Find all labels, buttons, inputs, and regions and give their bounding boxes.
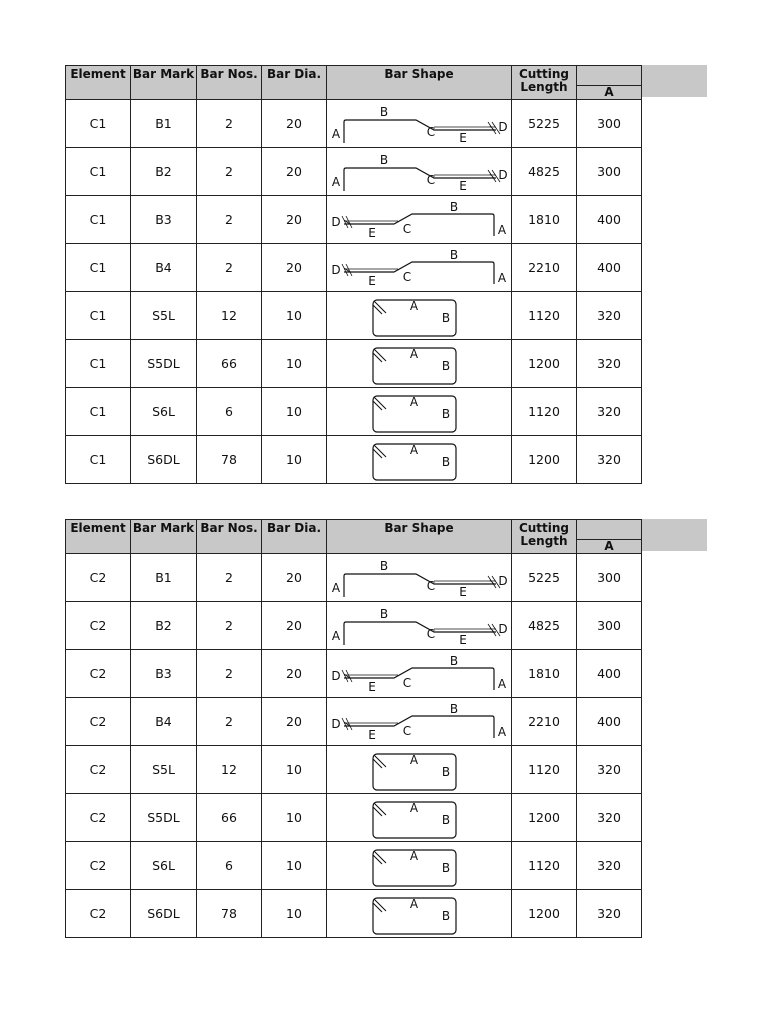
shape-label-c: C bbox=[426, 124, 436, 139]
cell-bar-nos: 2 bbox=[197, 650, 262, 698]
shape-label-b: B bbox=[441, 454, 451, 469]
shape-label-a: A bbox=[331, 580, 341, 595]
stirrup-hook bbox=[373, 301, 386, 314]
table-row bbox=[66, 842, 642, 890]
cell-bar-shape bbox=[327, 340, 512, 388]
cell-bar-nos: 6 bbox=[197, 388, 262, 436]
shape-label-a: A bbox=[409, 346, 419, 361]
cell-cutting-length: 2210 bbox=[512, 244, 577, 292]
cell-a: 320 bbox=[577, 292, 642, 340]
bar-shape-bent-left-icon bbox=[328, 699, 510, 745]
schedule-table bbox=[65, 65, 642, 484]
shape-label-b: B bbox=[441, 358, 451, 373]
cell-bar-nos: 6 bbox=[197, 842, 262, 890]
cell-cutting-length: 1120 bbox=[512, 388, 577, 436]
cell-bar-shape bbox=[327, 244, 512, 292]
bar-shape-stirrup-icon bbox=[328, 795, 510, 841]
table-row bbox=[66, 890, 642, 938]
shape-label-a: A bbox=[409, 848, 419, 863]
schedule-body bbox=[66, 554, 642, 938]
cell-cutting-length: 1120 bbox=[512, 292, 577, 340]
cell-bar-mark: B4 bbox=[131, 698, 197, 746]
cell-a: 320 bbox=[577, 746, 642, 794]
cell-cutting-length: 1810 bbox=[512, 196, 577, 244]
stirrup-hook bbox=[373, 899, 386, 912]
table-row bbox=[66, 794, 642, 842]
shape-label-b: B bbox=[441, 764, 451, 779]
shape-label-a: A bbox=[497, 270, 507, 285]
table-row bbox=[66, 196, 642, 244]
cell-bar-nos: 66 bbox=[197, 794, 262, 842]
shape-label-b: B bbox=[449, 653, 459, 668]
cell-bar-nos: 78 bbox=[197, 890, 262, 938]
shape-label-a: A bbox=[331, 174, 341, 189]
bar-shape-bent-right-icon bbox=[328, 603, 510, 649]
cell-bar-dia: 10 bbox=[262, 388, 327, 436]
header-group-blank bbox=[577, 66, 642, 86]
shape-label-e: E bbox=[459, 130, 467, 145]
bar-end-mark bbox=[342, 718, 352, 730]
shape-label-a: A bbox=[409, 442, 419, 457]
cell-bar-dia: 10 bbox=[262, 842, 327, 890]
header-bar-mark: Bar Mark bbox=[131, 66, 197, 100]
shape-label-d: D bbox=[498, 119, 508, 134]
cell-a: 320 bbox=[577, 388, 642, 436]
cell-bar-mark: S6DL bbox=[131, 890, 197, 938]
stirrup-hook bbox=[373, 397, 386, 410]
cell-bar-nos: 12 bbox=[197, 292, 262, 340]
shape-label-e: E bbox=[368, 273, 376, 288]
cell-cutting-length: 2210 bbox=[512, 698, 577, 746]
shape-label-b: B bbox=[379, 104, 389, 119]
cell-element: C2 bbox=[66, 554, 131, 602]
bar-schedule-table-c2 bbox=[65, 519, 642, 938]
cell-bar-shape bbox=[327, 650, 512, 698]
cell-element: C1 bbox=[66, 100, 131, 148]
cell-element: C2 bbox=[66, 842, 131, 890]
table-row bbox=[66, 602, 642, 650]
cell-bar-dia: 20 bbox=[262, 554, 327, 602]
shape-label-a: A bbox=[409, 394, 419, 409]
cell-bar-mark: B1 bbox=[131, 554, 197, 602]
cell-bar-mark: S5L bbox=[131, 292, 197, 340]
cell-cutting-length: 1200 bbox=[512, 340, 577, 388]
cell-bar-mark: B4 bbox=[131, 244, 197, 292]
cell-bar-shape bbox=[327, 554, 512, 602]
header-bar-shape: Bar Shape bbox=[327, 520, 512, 554]
cell-bar-dia: 10 bbox=[262, 340, 327, 388]
header-a: A bbox=[577, 540, 642, 554]
bar-line bbox=[344, 622, 496, 645]
shape-label-b: B bbox=[379, 152, 389, 167]
header-bar-nos: Bar Nos. bbox=[197, 520, 262, 554]
shape-label-a: A bbox=[409, 298, 419, 313]
shape-label-b: B bbox=[441, 908, 451, 923]
cell-a: 320 bbox=[577, 436, 642, 484]
shape-label-a: A bbox=[409, 752, 419, 767]
bar-shape-bent-left-icon bbox=[328, 651, 510, 697]
shape-label-b: B bbox=[449, 247, 459, 262]
cell-bar-dia: 20 bbox=[262, 148, 327, 196]
cell-cutting-length: 1200 bbox=[512, 794, 577, 842]
cell-element: C1 bbox=[66, 196, 131, 244]
cell-bar-shape bbox=[327, 436, 512, 484]
cell-element: C2 bbox=[66, 890, 131, 938]
cell-a: 400 bbox=[577, 698, 642, 746]
cell-bar-shape bbox=[327, 196, 512, 244]
shape-label-d: D bbox=[331, 262, 341, 277]
table-row bbox=[66, 244, 642, 292]
shape-label-e: E bbox=[368, 727, 376, 742]
shape-label-c: C bbox=[402, 221, 412, 236]
stirrup-hook bbox=[373, 851, 386, 864]
shape-label-b: B bbox=[441, 310, 451, 325]
cell-a: 320 bbox=[577, 794, 642, 842]
bar-shape-stirrup-icon bbox=[328, 341, 510, 387]
cell-element: C2 bbox=[66, 650, 131, 698]
shape-label-d: D bbox=[331, 214, 341, 229]
cell-bar-shape bbox=[327, 100, 512, 148]
bar-line bbox=[344, 214, 494, 236]
cell-bar-nos: 66 bbox=[197, 340, 262, 388]
bar-end-mark bbox=[342, 670, 352, 682]
cell-element: C2 bbox=[66, 698, 131, 746]
bar-line bbox=[344, 716, 494, 738]
shape-label-a: A bbox=[331, 126, 341, 141]
cell-a: 300 bbox=[577, 100, 642, 148]
cell-bar-shape bbox=[327, 148, 512, 196]
stirrup-hook bbox=[373, 445, 386, 458]
table-row bbox=[66, 436, 642, 484]
cell-bar-dia: 20 bbox=[262, 244, 327, 292]
header-a: A bbox=[577, 86, 642, 100]
header-bar-shape: Bar Shape bbox=[327, 66, 512, 100]
cell-bar-mark: S5DL bbox=[131, 794, 197, 842]
cell-element: C1 bbox=[66, 244, 131, 292]
shape-label-e: E bbox=[459, 632, 467, 647]
cell-bar-dia: 20 bbox=[262, 602, 327, 650]
table-row bbox=[66, 388, 642, 436]
cell-bar-shape bbox=[327, 388, 512, 436]
cell-a: 400 bbox=[577, 244, 642, 292]
shape-label-a: A bbox=[497, 676, 507, 691]
cell-cutting-length: 1120 bbox=[512, 842, 577, 890]
cell-a: 300 bbox=[577, 602, 642, 650]
shape-label-b: B bbox=[441, 860, 451, 875]
table-row bbox=[66, 698, 642, 746]
cell-a: 400 bbox=[577, 196, 642, 244]
cell-bar-dia: 10 bbox=[262, 794, 327, 842]
shape-label-c: C bbox=[426, 626, 436, 641]
shape-label-e: E bbox=[368, 679, 376, 694]
bar-shape-bent-right-icon bbox=[328, 149, 510, 195]
schedule-table bbox=[65, 519, 642, 938]
cell-bar-dia: 10 bbox=[262, 890, 327, 938]
bar-end-mark bbox=[342, 264, 352, 276]
bar-shape-bent-left-icon bbox=[328, 197, 510, 243]
bar-shape-stirrup-icon bbox=[328, 293, 510, 339]
cell-cutting-length: 1810 bbox=[512, 650, 577, 698]
shape-label-d: D bbox=[498, 621, 508, 636]
bar-shape-bent-left-icon bbox=[328, 245, 510, 291]
bar-shape-stirrup-icon bbox=[328, 389, 510, 435]
stirrup-hook bbox=[373, 803, 386, 816]
cell-cutting-length: 4825 bbox=[512, 602, 577, 650]
shape-label-b: B bbox=[379, 606, 389, 621]
cell-bar-mark: S6DL bbox=[131, 436, 197, 484]
header-element: Element bbox=[66, 66, 131, 100]
shape-label-d: D bbox=[331, 716, 341, 731]
bar-shape-stirrup-icon bbox=[328, 891, 510, 937]
cell-bar-nos: 12 bbox=[197, 746, 262, 794]
shape-label-a: A bbox=[497, 222, 507, 237]
shape-label-c: C bbox=[402, 675, 412, 690]
cell-cutting-length: 1200 bbox=[512, 436, 577, 484]
cell-a: 320 bbox=[577, 340, 642, 388]
cell-element: C1 bbox=[66, 292, 131, 340]
bar-shape-bent-right-icon bbox=[328, 555, 510, 601]
shape-label-b: B bbox=[379, 558, 389, 573]
cell-bar-nos: 2 bbox=[197, 602, 262, 650]
cell-bar-shape bbox=[327, 842, 512, 890]
bar-line bbox=[344, 168, 496, 191]
table-row bbox=[66, 148, 642, 196]
cell-bar-mark: S6L bbox=[131, 842, 197, 890]
shape-label-a: A bbox=[409, 800, 419, 815]
table-row bbox=[66, 650, 642, 698]
cell-bar-mark: B3 bbox=[131, 196, 197, 244]
cell-bar-shape bbox=[327, 890, 512, 938]
cell-bar-mark: B2 bbox=[131, 148, 197, 196]
header-cutting-length: Cutting Length bbox=[512, 520, 577, 554]
bar-line bbox=[344, 262, 494, 284]
shape-label-c: C bbox=[426, 172, 436, 187]
shape-label-c: C bbox=[402, 723, 412, 738]
cell-bar-shape bbox=[327, 746, 512, 794]
cell-bar-nos: 2 bbox=[197, 698, 262, 746]
cell-element: C2 bbox=[66, 602, 131, 650]
cell-bar-dia: 20 bbox=[262, 100, 327, 148]
cell-bar-dia: 10 bbox=[262, 292, 327, 340]
cell-bar-mark: B2 bbox=[131, 602, 197, 650]
cell-element: C2 bbox=[66, 746, 131, 794]
shape-label-b: B bbox=[441, 812, 451, 827]
cell-bar-shape bbox=[327, 602, 512, 650]
shape-label-b: B bbox=[449, 701, 459, 716]
cell-bar-mark: B1 bbox=[131, 100, 197, 148]
table-row bbox=[66, 746, 642, 794]
cell-bar-nos: 2 bbox=[197, 100, 262, 148]
cell-bar-nos: 2 bbox=[197, 244, 262, 292]
bar-shape-stirrup-icon bbox=[328, 747, 510, 793]
bar-line bbox=[344, 574, 496, 597]
cell-a: 400 bbox=[577, 650, 642, 698]
shape-label-d: D bbox=[498, 167, 508, 182]
cell-bar-dia: 10 bbox=[262, 746, 327, 794]
cell-bar-dia: 20 bbox=[262, 196, 327, 244]
shape-label-b: B bbox=[441, 406, 451, 421]
bar-line bbox=[344, 120, 496, 143]
cell-bar-nos: 78 bbox=[197, 436, 262, 484]
cell-bar-nos: 2 bbox=[197, 196, 262, 244]
cell-bar-mark: S5L bbox=[131, 746, 197, 794]
cell-element: C1 bbox=[66, 436, 131, 484]
stirrup-hook bbox=[373, 349, 386, 362]
cell-element: C1 bbox=[66, 340, 131, 388]
shape-label-a: A bbox=[331, 628, 341, 643]
cell-cutting-length: 1120 bbox=[512, 746, 577, 794]
bar-schedule-table-c1 bbox=[65, 65, 642, 484]
bar-line bbox=[344, 668, 494, 690]
cell-cutting-length: 5225 bbox=[512, 100, 577, 148]
header-cutting-length: Cutting Length bbox=[512, 66, 577, 100]
shape-label-c: C bbox=[402, 269, 412, 284]
cell-element: C1 bbox=[66, 148, 131, 196]
bar-shape-stirrup-icon bbox=[328, 843, 510, 889]
cell-bar-nos: 2 bbox=[197, 554, 262, 602]
header-bar-dia: Bar Dia. bbox=[262, 520, 327, 554]
header-bar-dia: Bar Dia. bbox=[262, 66, 327, 100]
header-element: Element bbox=[66, 520, 131, 554]
cell-bar-shape bbox=[327, 794, 512, 842]
cell-element: C2 bbox=[66, 794, 131, 842]
bar-end-mark bbox=[342, 216, 352, 228]
cell-cutting-length: 1200 bbox=[512, 890, 577, 938]
cell-a: 300 bbox=[577, 554, 642, 602]
cell-a: 320 bbox=[577, 890, 642, 938]
header-bar-mark: Bar Mark bbox=[131, 520, 197, 554]
shape-label-e: E bbox=[368, 225, 376, 240]
shape-label-a: A bbox=[409, 896, 419, 911]
cell-bar-dia: 20 bbox=[262, 698, 327, 746]
stirrup-hook bbox=[373, 755, 386, 768]
bar-shape-stirrup-icon bbox=[328, 437, 510, 483]
table-row bbox=[66, 292, 642, 340]
shape-label-d: D bbox=[498, 573, 508, 588]
cell-bar-mark: S6L bbox=[131, 388, 197, 436]
header-bar-nos: Bar Nos. bbox=[197, 66, 262, 100]
bar-shape-bent-right-icon bbox=[328, 101, 510, 147]
header-group-blank bbox=[577, 520, 642, 540]
shape-label-e: E bbox=[459, 584, 467, 599]
shape-label-a: A bbox=[497, 724, 507, 739]
shape-label-e: E bbox=[459, 178, 467, 193]
shape-label-c: C bbox=[426, 578, 436, 593]
cell-bar-mark: S5DL bbox=[131, 340, 197, 388]
table-row bbox=[66, 554, 642, 602]
cell-cutting-length: 4825 bbox=[512, 148, 577, 196]
cell-bar-mark: B3 bbox=[131, 650, 197, 698]
shape-label-d: D bbox=[331, 668, 341, 683]
cell-bar-shape bbox=[327, 698, 512, 746]
cell-bar-shape bbox=[327, 292, 512, 340]
cell-bar-dia: 10 bbox=[262, 436, 327, 484]
schedule-body bbox=[66, 100, 642, 484]
cell-cutting-length: 5225 bbox=[512, 554, 577, 602]
cell-bar-nos: 2 bbox=[197, 148, 262, 196]
cell-a: 320 bbox=[577, 842, 642, 890]
cell-a: 300 bbox=[577, 148, 642, 196]
table-row bbox=[66, 100, 642, 148]
cell-element: C1 bbox=[66, 388, 131, 436]
cell-bar-dia: 20 bbox=[262, 650, 327, 698]
shape-label-b: B bbox=[449, 199, 459, 214]
table-row bbox=[66, 340, 642, 388]
